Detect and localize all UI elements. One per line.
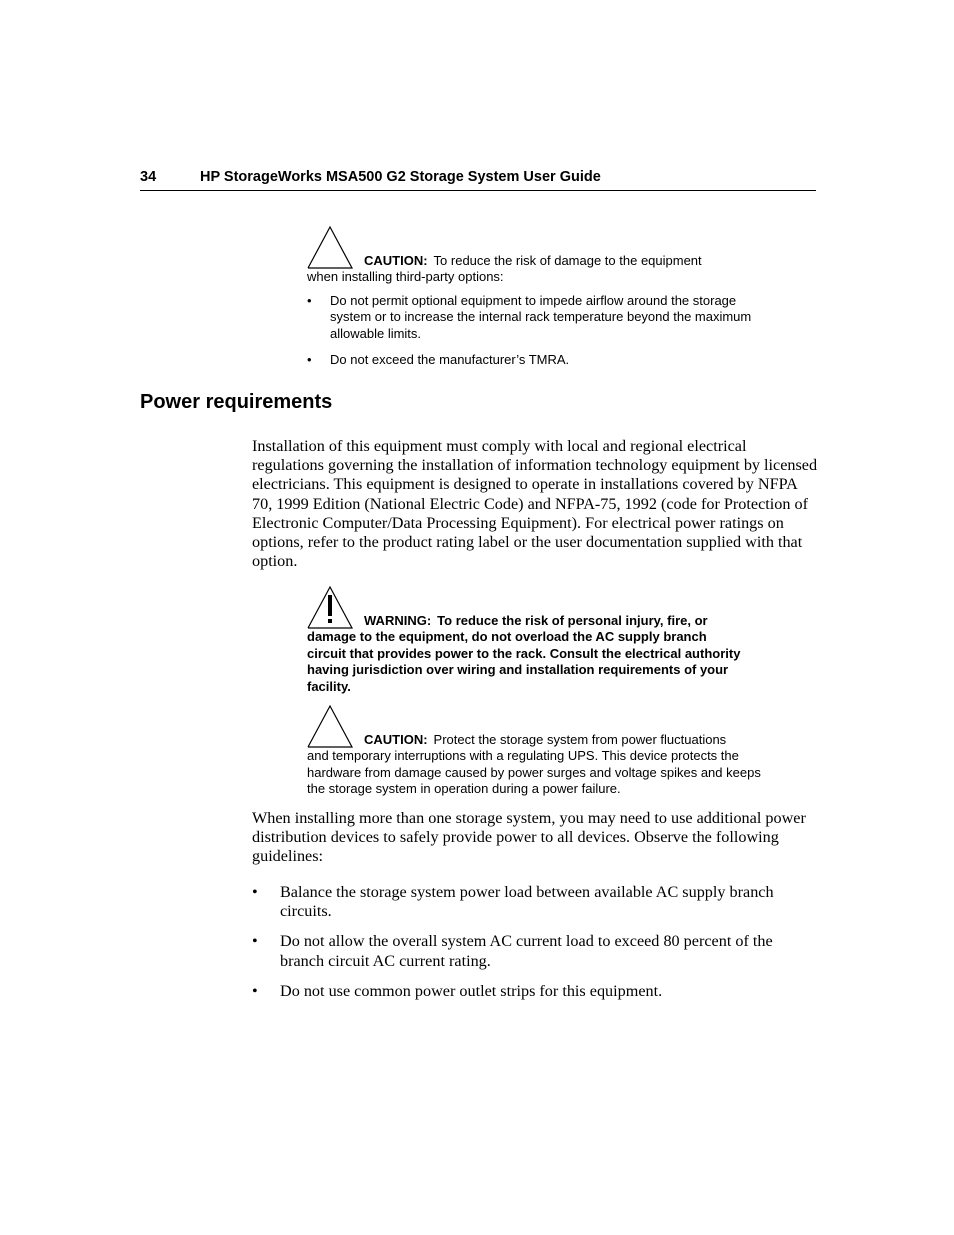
caution-triangle-icon	[307, 704, 355, 748]
bullet-icon: •	[252, 981, 258, 1000]
warning-note	[307, 585, 747, 695]
bullet-icon: •	[307, 293, 312, 308]
caution-text: when installing third-party options:	[307, 269, 504, 284]
caution-note-ups	[307, 704, 762, 798]
bullet-icon: •	[252, 932, 258, 951]
warning-lead-text: To reduce the risk of personal injury, fire, or	[437, 612, 708, 628]
caution-label: CAUTION:	[364, 252, 428, 268]
section-heading: Power requirements	[140, 391, 333, 413]
warning-exclamation-triangle-icon	[307, 585, 355, 629]
page-header	[140, 168, 816, 191]
list-item: • Balance the storage system power load between available AC supply branch circuits.	[252, 883, 774, 921]
caution-lead-text: To reduce the risk of damage to the equipment	[433, 252, 702, 268]
caution-label: CAUTION:	[364, 731, 428, 747]
bullet-icon: •	[307, 351, 312, 367]
caution-lead-text: Protect the storage system from power fluctuations	[433, 731, 727, 747]
document-title: HP StorageWorks MSA500 G2 Storage System User Guide	[200, 169, 601, 185]
caution-text: and temporary interruptions with a regulating UPS. This device protects the hardware from damage caused by power surges and voltage spikes and keeps the storage system in operation during a power failure.	[307, 748, 761, 796]
warning-text: damage to the equipment, do not overload the AC supply branch circuit that provides power to the rack. Consult the electrical authority having jurisdiction over wiring and installation requirements of your facility.	[307, 629, 741, 694]
guidelines-intro: When installing more than one storage system, you may need to use additional power distribution devices to safely provide power to all devices. Observe the following guidelines:	[252, 809, 806, 866]
caution-bullet-list	[307, 293, 752, 378]
intro-paragraph: Installation of this equipment must comply with local and regional electrical regulations governing the installation of information technology equipment by licensed electricians. This equipment is designed to operate in installations covered by NFPA 70, 1999 Edition (National Electric Code) and NFPA-75, 1992 (code for Protection of Electronic Computer/Data Processing Equipment). For electrical power ratings on options, refer to the product rating label or the user documentation supplied with that option.	[252, 437, 818, 571]
guidelines-list	[252, 883, 818, 1012]
list-item: • Do not use common power outlet strips for this equipment.	[252, 981, 663, 1000]
bullet-icon: •	[252, 883, 258, 901]
page-number: 34	[140, 169, 157, 185]
list-item: • Do not exceed the manufacturer’s TMRA.	[307, 351, 570, 367]
caution-triangle-icon	[307, 225, 355, 269]
warning-label: WARNING:	[364, 612, 432, 628]
caution-note-third-party	[307, 225, 767, 286]
list-item: • Do not permit optional equipment to impede airflow around the storage system or to increase the internal rack temperature beyond the maximum allowable limits.	[307, 293, 752, 341]
list-item: • Do not allow the overall system AC current load to exceed 80 percent of the branch circuit AC current rating.	[252, 932, 773, 970]
